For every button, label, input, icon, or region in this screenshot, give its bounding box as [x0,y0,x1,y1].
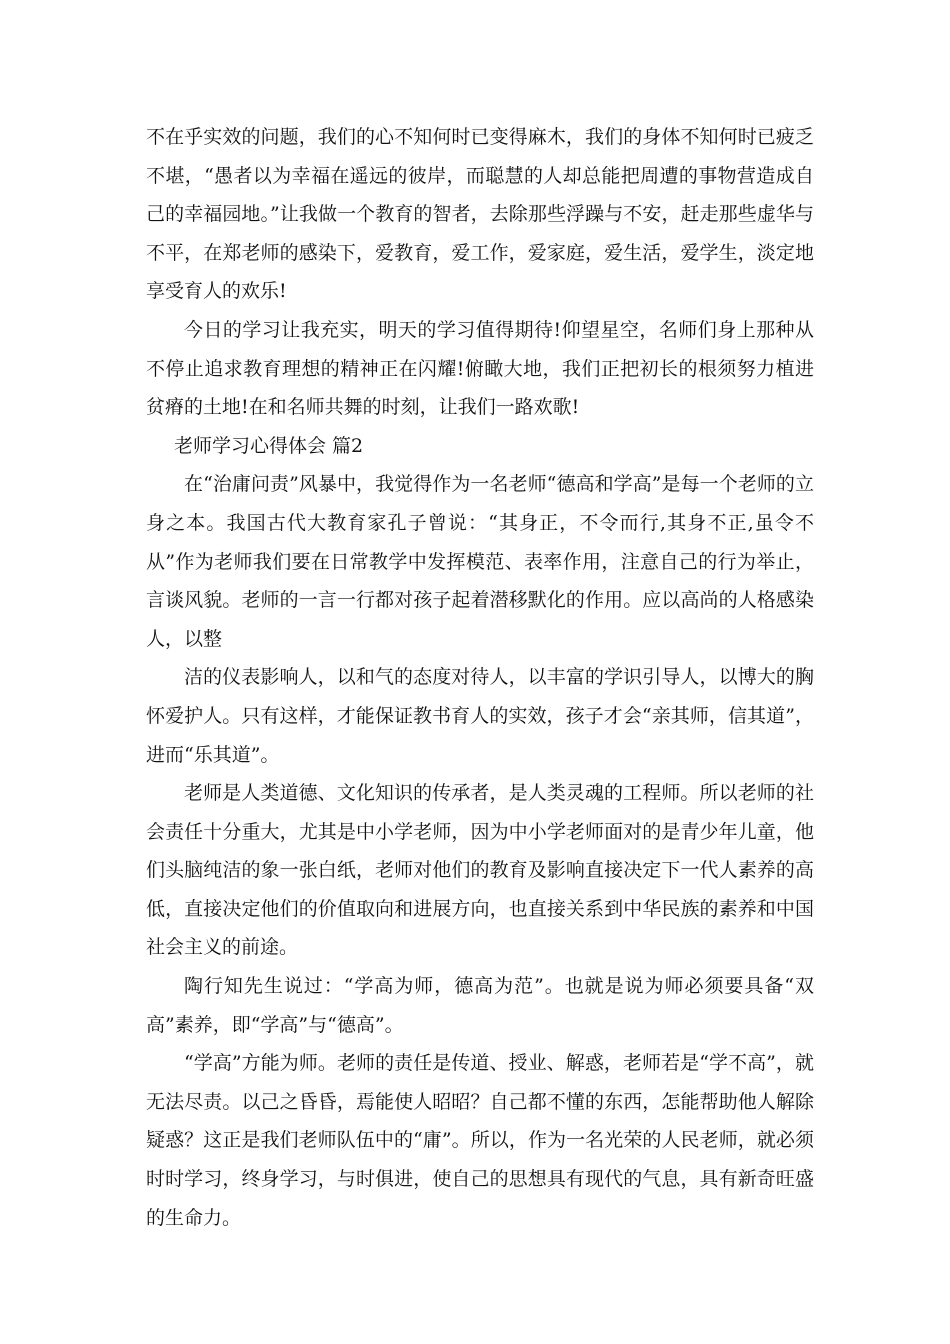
paragraph: 洁的仪表影响人，以和气的态度对待人，以丰富的学识引导人，以博大的胸怀爱护人。只有这样，才能保证教书育人的实效，孩子才会“亲其师，信其道”，进而“乐其道”。 [146,666,814,766]
paragraph: 老师是人类道德、文化知识的传承者，是人类灵魂的工程师。所以老师的社会责任十分重大，尤其是中小学老师，因为中小学老师面对的是青少年儿童，他们头脑纯洁的象一张白纸，老师对他们的教育及影响直接决定下一代人素养的高低，直接决定他们的价值取向和进展方向，也直接关系到中华民族的素养和中国社会主义的前途。 [146,782,814,959]
paragraph: “学高”方能为师。老师的责任是传道、授业、解惑，老师若是“学不高”，就无法尽责。以己之昏昏，焉能使人昭昭？自己都不懂的东西，怎能帮助他人解除疑惑？这正是我们老师队伍中的“庸”。所以，作为一名光荣的人民老师，就必须时时学习，终身学习，与时俱进，使自己的思想具有现代的气息，具有新奇旺盛的生命力。 [146,1052,814,1229]
section-title: 老师学习心得体会 篇2 [174,434,364,457]
paragraph-continuation: 不在乎实效的问题，我们的心不知何时已变得麻木，我们的身体不知何时已疲乏不堪，“愚者以为幸福在遥远的彼岸，而聪慧的人却总能把周遭的事物营造成自己的幸福园地。”让我做一个教育的智者，去除那些浮躁与不安，赶走那些虚华与不平，在郑老师的感染下，爱教育，爱工作，爱家庭，爱生活，爱学生，淡定地享受育人的欢乐! [146,126,814,303]
document-body [146,118,814,1237]
paragraph: 在“治庸问责”风暴中，我觉得作为一名老师“德高和学高”是每一个老师的立身之本。我国古代大教育家孔子曾说：“其身正，不令而行,其身不正,虽令不从”作为老师我们要在日常教学中发挥模范、表率作用，注意自己的行为举止，言谈风貌。老师的一言一行都对孩子起着潜移默化的作用。应以高尚的人格感染人，以整 [146,473,814,650]
paragraph: 今日的学习让我充实，明天的学习值得期待!仰望星空，名师们身上那种从不停止追求教育理想的精神正在闪耀!俯瞰大地，我们正把初长的根须努力植进贫瘠的土地!在和名师共舞的时刻，让我们一路欢歌! [146,318,814,419]
paragraph: 陶行知先生说过：“学高为师，德高为范”。也就是说为师必须要具备“双高”素养，即“学高”与“德高”。 [146,975,814,1036]
